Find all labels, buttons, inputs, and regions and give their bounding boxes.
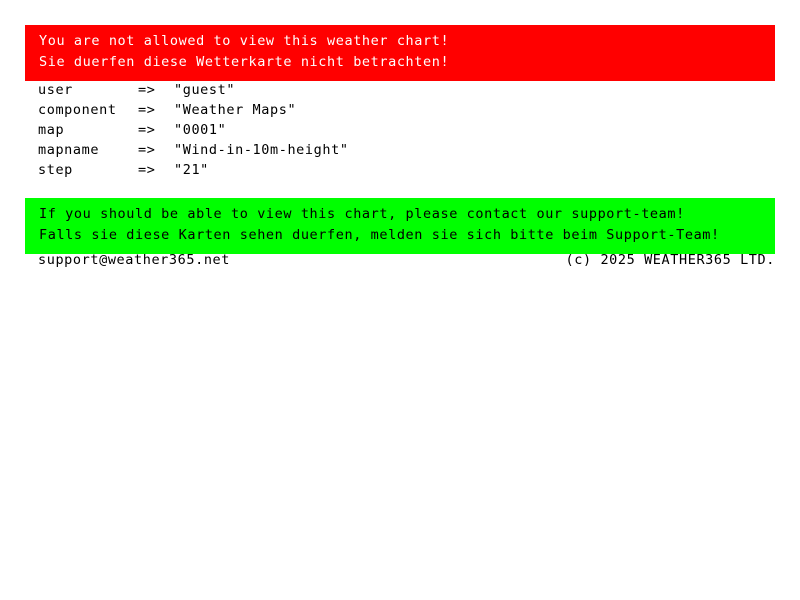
table-row xyxy=(38,140,349,160)
parameter-table xyxy=(38,80,349,180)
info-banner xyxy=(25,198,775,254)
footer xyxy=(38,250,775,270)
param-key-user: user xyxy=(38,82,73,98)
table-row xyxy=(38,80,349,100)
param-arrow: => xyxy=(138,82,156,98)
support-email-link[interactable]: support@weather365.net xyxy=(38,252,231,268)
param-value-user: "guest" xyxy=(174,82,236,98)
info-banner-line-en: If you should be able to view this chart, please contact our support-team! xyxy=(39,206,685,222)
parameter-list xyxy=(38,80,349,180)
table-row xyxy=(38,100,349,120)
param-arrow: => xyxy=(138,142,156,158)
error-banner xyxy=(25,25,775,81)
param-value-component: "Weather Maps" xyxy=(174,102,297,118)
param-key-map: map xyxy=(38,122,65,138)
table-row xyxy=(38,120,349,140)
table-row xyxy=(38,160,349,180)
error-banner-line-de: Sie duerfen diese Wetterkarte nicht betrachten! xyxy=(39,54,450,70)
param-arrow: => xyxy=(138,122,156,138)
param-key-step: step xyxy=(38,162,73,178)
error-banner-line-en: You are not allowed to view this weather chart! xyxy=(39,33,450,49)
param-value-step: "21" xyxy=(174,162,209,178)
info-banner-line-de: Falls sie diese Karten sehen duerfen, melden sie sich bitte beim Support-Team! xyxy=(39,227,720,243)
copyright-text: (c) 2025 WEATHER365 LTD. xyxy=(565,252,775,268)
param-value-map: "0001" xyxy=(174,122,227,138)
param-arrow: => xyxy=(138,162,156,178)
param-key-mapname: mapname xyxy=(38,142,100,158)
param-arrow: => xyxy=(138,102,156,118)
param-value-mapname: "Wind-in-10m-height" xyxy=(174,142,349,158)
param-key-component: component xyxy=(38,102,117,118)
